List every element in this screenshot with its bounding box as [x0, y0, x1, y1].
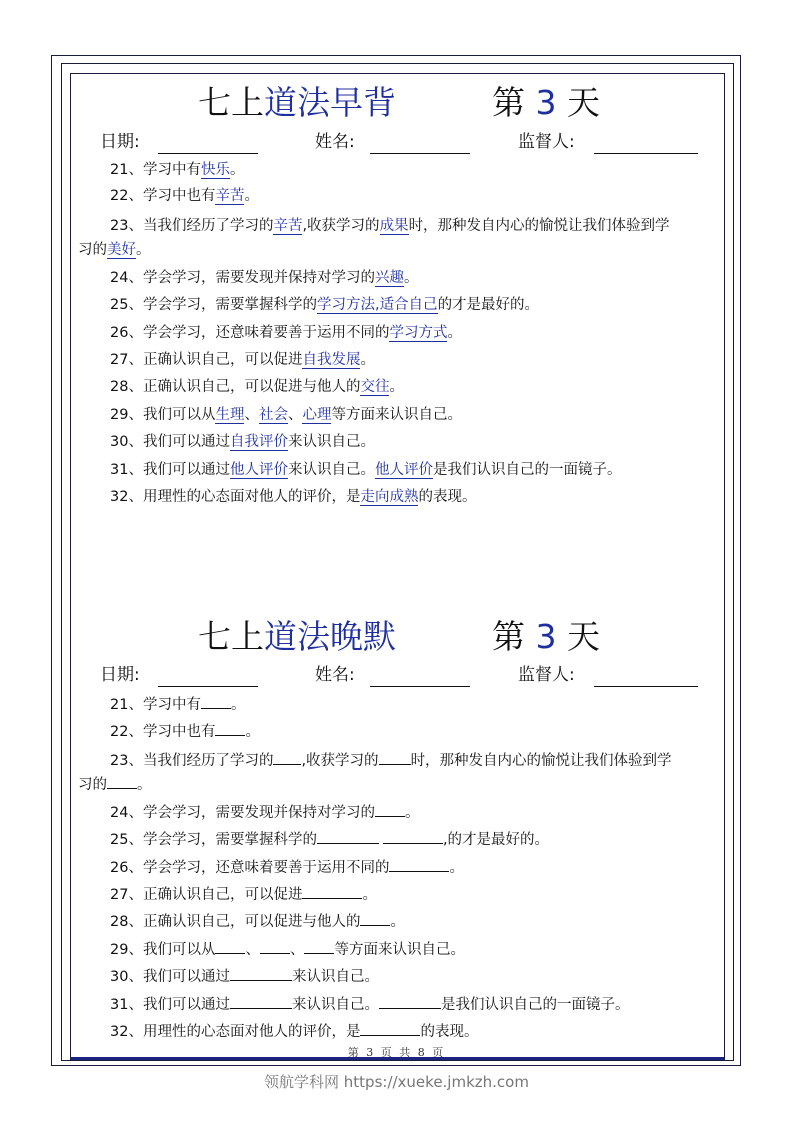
name-blank[interactable] — [370, 663, 470, 687]
answer-blank[interactable] — [230, 993, 292, 1009]
answer-blank[interactable] — [379, 749, 411, 765]
name-blank[interactable] — [370, 130, 470, 154]
evening-title: 七上道法晚默 — [198, 617, 396, 656]
list-item: 28、正确认识自己，可以促进与他人的 。 — [110, 910, 405, 932]
list-item: 27、正确认识自己，可以促进自我发展。 — [110, 352, 375, 368]
answer-blank[interactable] — [317, 828, 379, 844]
supervisor-blank[interactable] — [594, 663, 698, 687]
evening-day-label: 第 3 天 — [492, 617, 600, 656]
morning-meta-row — [100, 130, 700, 154]
answer-blank[interactable] — [215, 720, 245, 736]
list-item: 26、学会学习，还意味着要善于运用不同的 。 — [110, 856, 464, 878]
list-item: 21、学习中有快乐。 — [110, 162, 245, 178]
date-blank[interactable] — [158, 663, 258, 687]
list-item: 30、我们可以通过自我评价来认识自己。 — [110, 434, 375, 450]
list-item: 29、我们可以从生理、社会、心理等方面来认识自己。 — [110, 407, 462, 423]
list-item: 26、学会学习，还意味着要善于运用不同的学习方式。 — [110, 325, 462, 341]
date-blank[interactable] — [158, 130, 258, 154]
date-field: 日期: — [100, 665, 140, 685]
list-item: 31、我们可以通过 来认识自己。 是我们认识自己的一面镜子。 — [110, 993, 629, 1015]
list-item: 25、学会学习，需要掌握科学的 ,的才是最好的。 — [110, 828, 549, 850]
supervisor-blank[interactable] — [594, 130, 698, 154]
list-item: 32、用理性的心态面对他人的评价，是 的表现。 — [110, 1020, 478, 1042]
answer-blank[interactable] — [375, 801, 405, 817]
page-number: 第 3 页 共 8 页 — [347, 1046, 446, 1059]
morning-title: 七上道法早背 — [198, 83, 396, 122]
list-item: 22、学习中也有辛苦。 — [110, 188, 259, 204]
list-item: 29、我们可以从 、 、 等方面来认识自己。 — [110, 938, 465, 960]
list-item: 25、学会学习，需要掌握科学的学习方法,适合自己的才是最好的。 — [110, 297, 540, 313]
list-item: 24、学会学习，需要发现并保持对学习的 。 — [110, 801, 419, 823]
answer-blank[interactable] — [360, 910, 390, 926]
date-field: 日期: — [100, 132, 140, 152]
answer-blank[interactable] — [260, 938, 290, 954]
answer-blank[interactable] — [360, 1020, 420, 1036]
morning-day-label: 第 3 天 — [492, 83, 600, 122]
answer-blank[interactable] — [230, 965, 292, 981]
list-item: 23、当我们经历了学习的辛苦,收获学习的成果时，那种发自内心的愉悦让我们体验到学 — [110, 218, 670, 234]
list-item: 21、学习中有 。 — [110, 693, 245, 715]
list-item-continued: 习的美好。 — [78, 242, 151, 258]
list-item: 23、当我们经历了学习的 ,收获学习的 时，那种发自内心的愉悦让我们体验到学 — [110, 749, 672, 771]
list-item: 31、我们可以通过他人评价来认识自己。他人评价是我们认识自己的一面镜子。 — [110, 462, 622, 478]
watermark: 领航学科网 https://xueke.jmkzh.com — [264, 1073, 529, 1091]
answer-blank[interactable] — [107, 773, 137, 789]
list-item: 32、用理性的心态面对他人的评价，是走向成熟的表现。 — [110, 489, 477, 505]
answer-blank[interactable] — [273, 749, 301, 765]
list-item: 27、正确认识自己，可以促进 。 — [110, 883, 377, 905]
list-item: 28、正确认识自己，可以促进与他人的交往。 — [110, 379, 404, 395]
supervisor-field: 监督人: — [518, 665, 575, 685]
list-item: 24、学会学习，需要发现并保持对学习的兴趣。 — [110, 270, 419, 286]
answer-blank[interactable] — [201, 693, 231, 709]
list-item: 30、我们可以通过 来认识自己。 — [110, 965, 379, 987]
answer-blank[interactable] — [304, 938, 334, 954]
name-field: 姓名: — [315, 132, 355, 152]
name-field: 姓名: — [315, 665, 355, 685]
list-item: 22、学习中也有 。 — [110, 720, 260, 742]
answer-blank[interactable] — [302, 883, 362, 899]
answer-blank[interactable] — [383, 828, 443, 844]
supervisor-field: 监督人: — [518, 132, 575, 152]
answer-blank[interactable] — [215, 938, 245, 954]
answer-blank[interactable] — [379, 993, 441, 1009]
list-item-continued: 习的 。 — [78, 773, 152, 795]
evening-meta-row — [100, 663, 700, 687]
answer-blank[interactable] — [389, 856, 449, 872]
